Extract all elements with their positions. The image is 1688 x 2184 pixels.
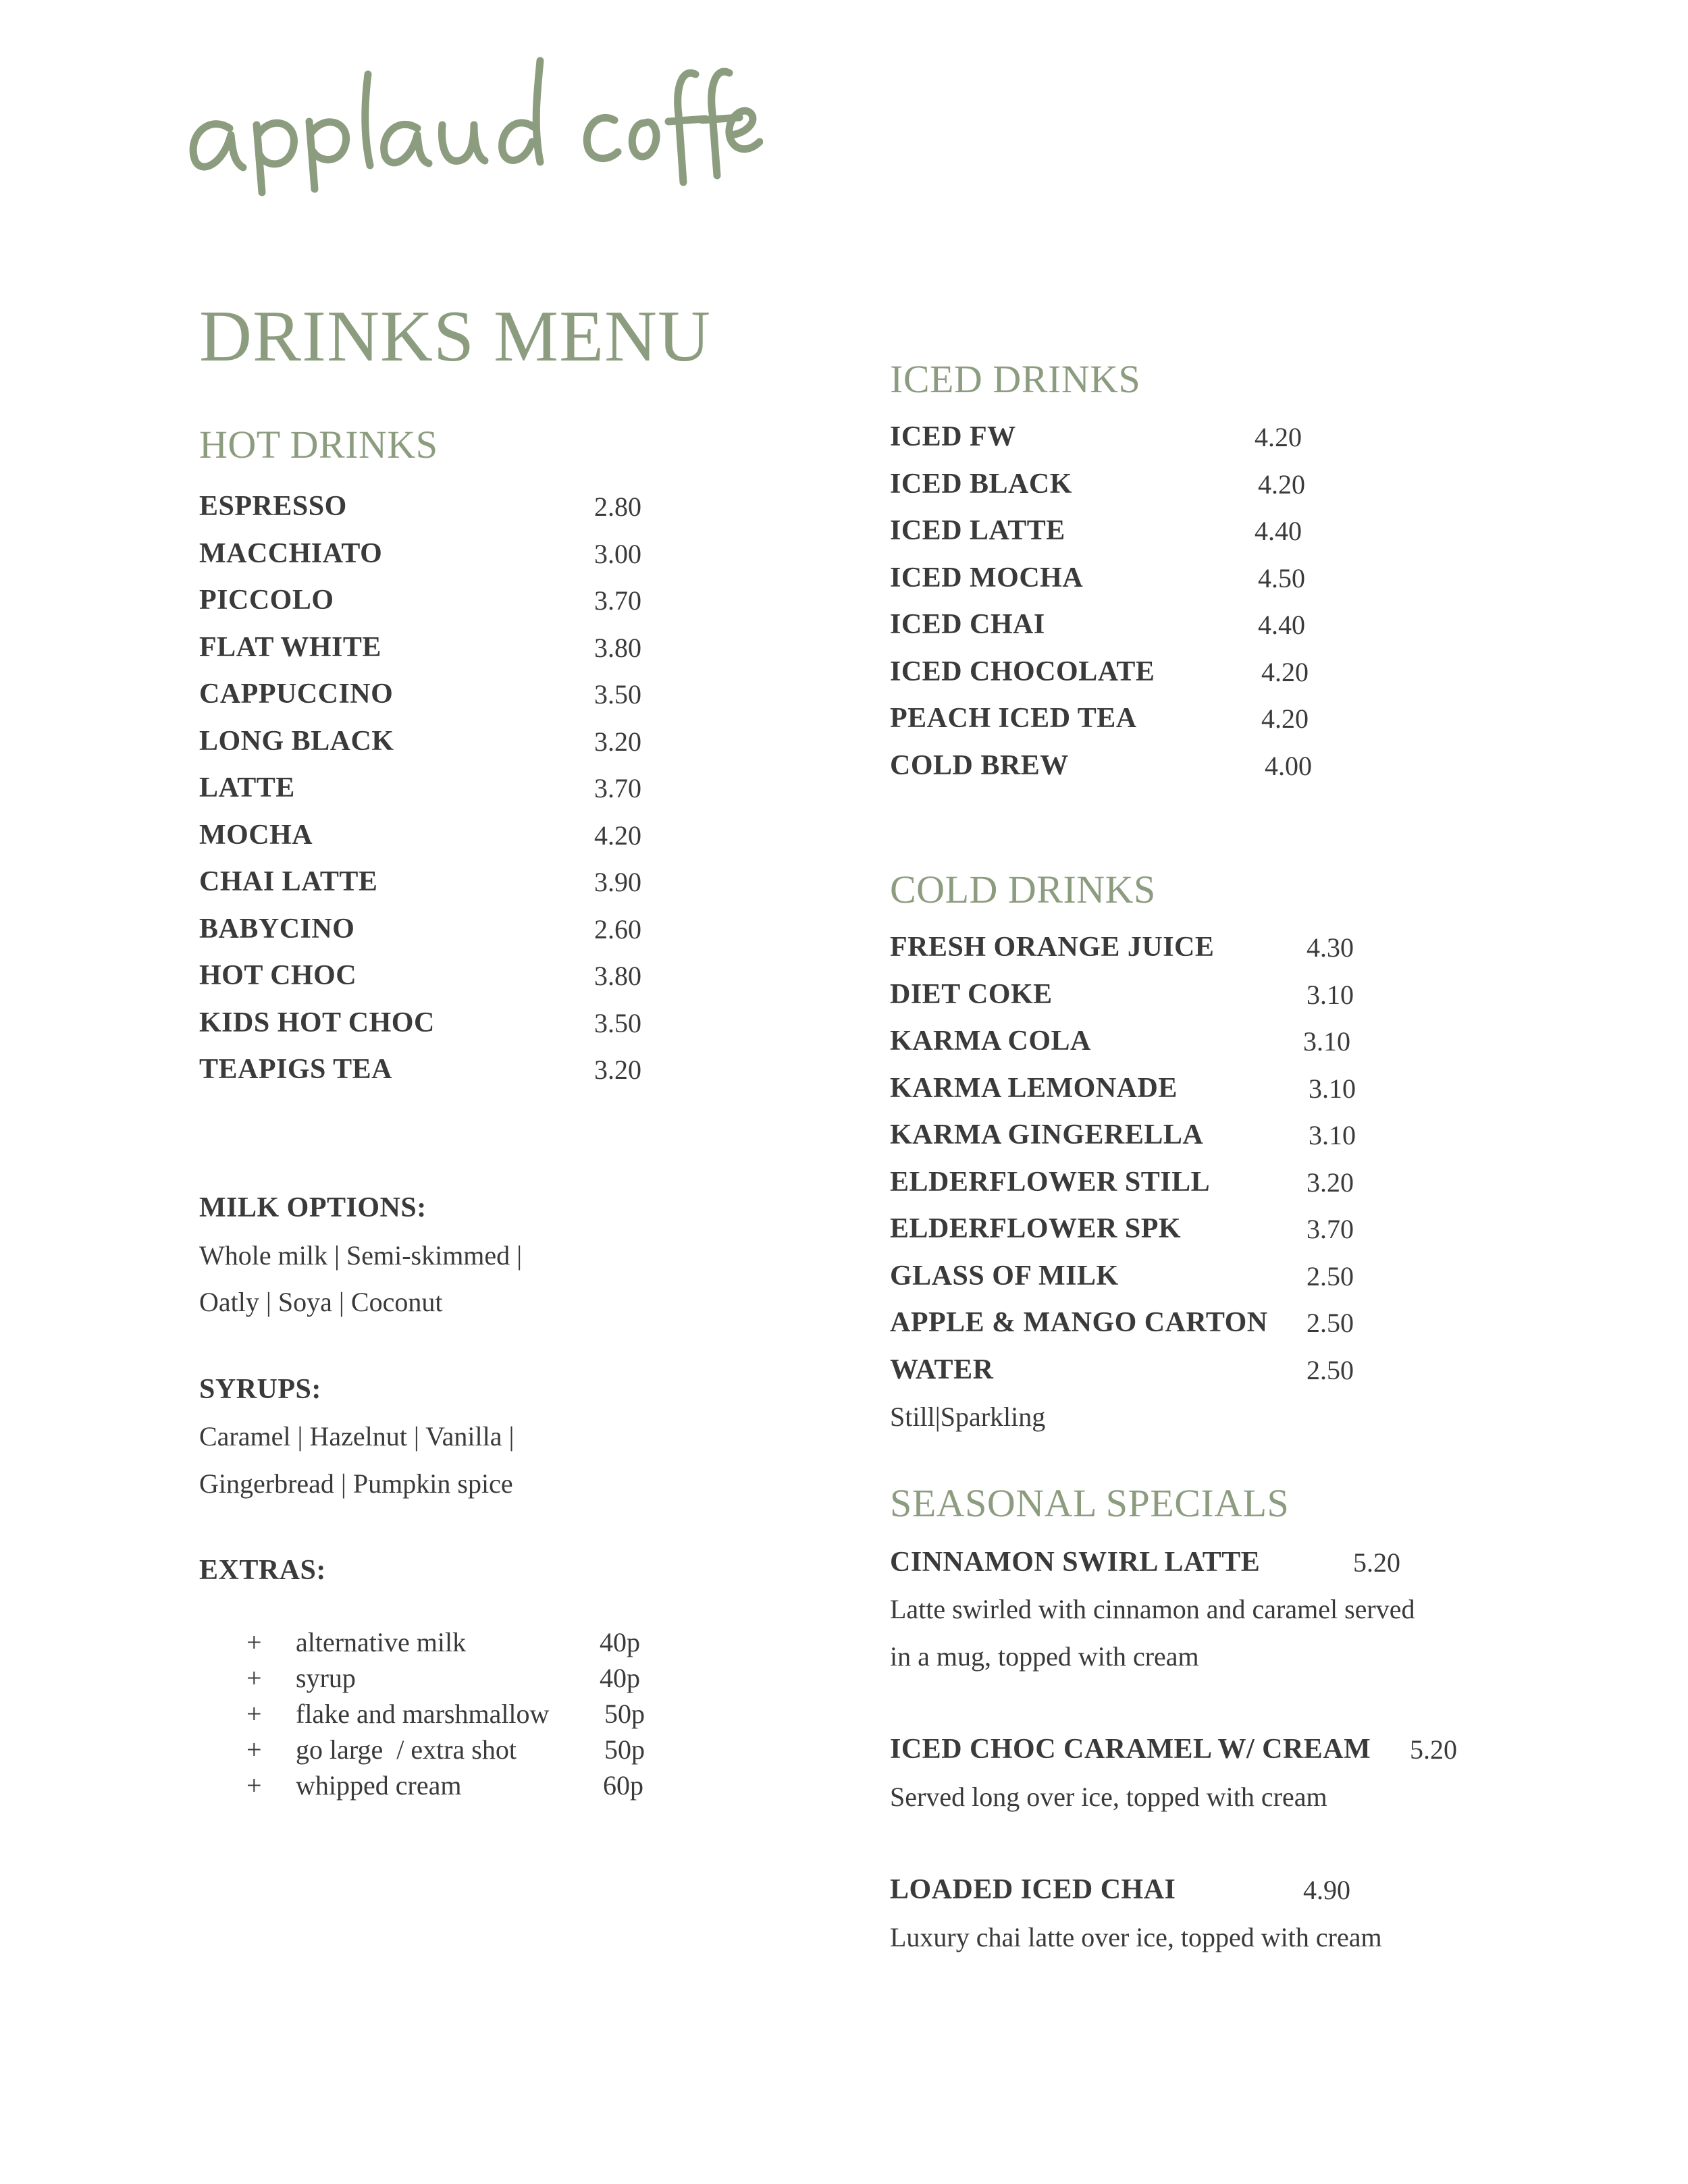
item-name: ICED CHOCOLATE: [890, 656, 1155, 687]
item-price: 2.50: [1307, 1354, 1354, 1385]
item-name: KARMA COLA: [890, 1026, 1091, 1057]
item-name: CAPPUCCINO: [199, 678, 394, 710]
menu-item: [890, 1159, 1538, 1206]
plus-icon: +: [246, 1734, 262, 1765]
menu-item: [890, 1018, 1538, 1065]
menu-item: [890, 602, 1538, 649]
item-name: ESPRESSO: [199, 491, 347, 522]
item-price: 5.20: [1353, 1547, 1400, 1578]
item-name: FLAT WHITE: [199, 631, 381, 663]
item-name: LONG BLACK: [199, 725, 394, 757]
iced-drinks-section: [890, 357, 1538, 789]
item-price: 3.10: [1303, 1026, 1350, 1057]
item-name: ICED FW: [890, 421, 1016, 452]
hot-drinks-section: [199, 425, 685, 1094]
menu-item: [890, 555, 1538, 602]
item-price: 3.70: [594, 773, 641, 803]
item-name: DIET COKE: [890, 978, 1053, 1010]
menu-item: [890, 1300, 1538, 1347]
item-price: 4.00: [1265, 750, 1312, 781]
item-name: KARMA GINGERELLA: [890, 1119, 1204, 1150]
cold-drinks-list: [890, 924, 1538, 1393]
item-price: 3.20: [1307, 1167, 1354, 1198]
extra-price: 40p: [600, 1626, 640, 1657]
iced-drinks-title: ICED DRINKS: [890, 357, 1141, 401]
plus-icon: +: [246, 1626, 262, 1657]
cold-drinks-section: [890, 870, 1538, 1441]
menu-item: [199, 624, 685, 672]
extra-name: go large / extra shot: [296, 1734, 517, 1765]
extras-item: [199, 1732, 685, 1767]
item-price: 4.20: [1261, 656, 1309, 687]
item-price: 3.50: [594, 679, 641, 710]
extras-item: [199, 1624, 685, 1660]
page-title: DRINKS MENU: [199, 296, 712, 377]
extra-price: 40p: [600, 1662, 640, 1693]
menu-item: [199, 577, 685, 624]
item-name: CHAI LATTE: [199, 866, 378, 897]
special-header: [890, 1726, 1538, 1774]
item-name: ELDERFLOWER SPK: [890, 1213, 1182, 1244]
item-price: 3.50: [594, 1007, 641, 1038]
menu-item: [890, 1253, 1538, 1300]
item-name: ICED CHAI: [890, 609, 1045, 640]
menu-item: [890, 971, 1538, 1019]
item-price: 4.20: [594, 820, 641, 851]
item-price: 3.20: [594, 726, 641, 757]
menu-item: [890, 695, 1538, 743]
item-name: MOCHA: [199, 819, 313, 851]
item-description: Served long over ice, topped with cream: [890, 1781, 1327, 1812]
item-price: 3.80: [594, 632, 641, 663]
brand-logo: [182, 47, 763, 203]
item-price: 3.00: [594, 538, 641, 569]
item-name: ICED MOCHA: [890, 562, 1084, 593]
item-name: ELDERFLOWER STILL: [890, 1166, 1211, 1198]
item-name: PEACH ICED TEA: [890, 703, 1137, 734]
item-price: 4.20: [1258, 469, 1305, 500]
item-name: PICCOLO: [199, 585, 334, 616]
item-name: COLD BREW: [890, 749, 1069, 781]
extras-item: [199, 1696, 685, 1732]
extras-item: [199, 1767, 685, 1803]
milk-options-block: [199, 1185, 685, 1326]
item-price: 5.20: [1410, 1734, 1457, 1765]
special-item: [890, 1867, 1538, 1961]
syrups-text: Caramel | Hazelnut | Vanilla | Gingerbread | Pumpkin spice: [199, 1421, 515, 1499]
menu-item: [199, 531, 685, 578]
menu-item: [199, 859, 685, 906]
syrups-heading: SYRUPS:: [199, 1373, 321, 1405]
special-header: [890, 1539, 1538, 1587]
extras-item: [199, 1660, 685, 1696]
item-price: 3.10: [1307, 979, 1354, 1010]
water-note: Still|Sparkling: [890, 1402, 1046, 1432]
extra-price: 50p: [604, 1698, 645, 1729]
item-price: 2.50: [1307, 1308, 1354, 1338]
item-price: 4.40: [1258, 610, 1305, 640]
item-price: 4.50: [1258, 562, 1305, 593]
item-name: ICED BLACK: [890, 468, 1072, 500]
item-price: 2.60: [594, 913, 641, 944]
menu-item: [890, 649, 1538, 696]
item-name: KIDS HOT CHOC: [199, 1007, 435, 1038]
menu-item: [890, 461, 1538, 508]
syrups-block: [199, 1366, 685, 1508]
item-price: 4.20: [1255, 422, 1302, 452]
item-price: 4.30: [1307, 932, 1354, 963]
item-price: 3.10: [1309, 1120, 1356, 1150]
item-price: 2.50: [1307, 1260, 1354, 1291]
hot-drinks-list: [199, 483, 685, 1094]
menu-item: [890, 1065, 1538, 1113]
menu-item: [890, 1206, 1538, 1253]
item-price: 3.70: [1307, 1214, 1354, 1244]
menu-item: [890, 743, 1538, 790]
menu-item: [890, 414, 1538, 461]
item-description: Latte swirled with cinnamon and caramel served in a mug, topped with cream: [890, 1594, 1415, 1672]
menu-item: [890, 508, 1538, 555]
milk-options-text: Whole milk | Semi-skimmed | Oatly | Soya | Coconut: [199, 1240, 523, 1317]
item-name: CINNAMON SWIRL LATTE: [890, 1546, 1261, 1578]
menu-item: [199, 812, 685, 859]
options-section: [199, 1185, 685, 1844]
extra-price: 50p: [604, 1734, 645, 1765]
special-item: [890, 1539, 1538, 1680]
iced-drinks-list: [890, 414, 1538, 789]
special-header: [890, 1867, 1538, 1914]
menu-item: [199, 1000, 685, 1047]
extras-list: [199, 1624, 685, 1803]
item-name: LOADED ICED CHAI: [890, 1874, 1176, 1905]
menu-item: [199, 953, 685, 1000]
item-name: LATTE: [199, 772, 295, 803]
extra-name: flake and marshmallow: [296, 1698, 550, 1729]
item-name: GLASS OF MILK: [890, 1260, 1119, 1291]
item-name: BABYCINO: [199, 913, 355, 944]
menu-item: [199, 483, 685, 531]
plus-icon: +: [246, 1662, 262, 1693]
item-price: 4.40: [1255, 516, 1302, 546]
item-name: TEAPIGS TEA: [199, 1054, 392, 1085]
item-price: 4.90: [1303, 1875, 1350, 1905]
item-name: FRESH ORANGE JUICE: [890, 932, 1215, 963]
menu-item: [199, 1046, 685, 1094]
item-price: 3.70: [594, 585, 641, 616]
plus-icon: +: [246, 1698, 262, 1729]
item-price: 3.80: [594, 961, 641, 991]
plus-icon: +: [246, 1769, 262, 1801]
item-price: 3.20: [594, 1055, 641, 1085]
menu-item: [199, 765, 685, 812]
seasonal-specials-section: [890, 1481, 1538, 1961]
menu-item: [199, 906, 685, 953]
item-name: MACCHIATO: [199, 537, 383, 569]
menu-item: [199, 718, 685, 766]
item-name: HOT CHOC: [199, 960, 357, 991]
item-name: ICED CHOC CARAMEL W/ CREAM: [890, 1734, 1371, 1765]
item-price: 4.20: [1261, 703, 1309, 734]
item-price: 3.90: [594, 867, 641, 897]
cold-drinks-title: COLD DRINKS: [890, 868, 1156, 911]
extra-name: syrup: [296, 1662, 356, 1693]
extra-name: whipped cream: [296, 1769, 462, 1801]
extras-heading: EXTRAS:: [199, 1555, 326, 1586]
extra-name: alternative milk: [296, 1626, 467, 1657]
menu-item: [890, 1112, 1538, 1159]
menu-item: [890, 1347, 1538, 1394]
item-name: KARMA LEMONADE: [890, 1072, 1178, 1104]
extras-block: [199, 1547, 685, 1803]
item-name: ICED LATTE: [890, 515, 1065, 546]
item-name: APPLE & MANGO CARTON: [890, 1307, 1268, 1338]
menu-item: [199, 671, 685, 718]
item-price: 2.80: [594, 491, 641, 522]
extra-price: 60p: [603, 1769, 643, 1801]
item-price: 3.10: [1309, 1073, 1356, 1104]
item-name: WATER: [890, 1354, 994, 1385]
special-item: [890, 1726, 1538, 1820]
milk-options-heading: MILK OPTIONS:: [199, 1192, 427, 1223]
menu-item: [890, 924, 1538, 971]
item-description: Luxury chai latte over ice, topped with cream: [890, 1921, 1382, 1952]
seasonal-specials-title: SEASONAL SPECIALS: [890, 1481, 1290, 1525]
hot-drinks-title: HOT DRINKS: [199, 423, 438, 467]
